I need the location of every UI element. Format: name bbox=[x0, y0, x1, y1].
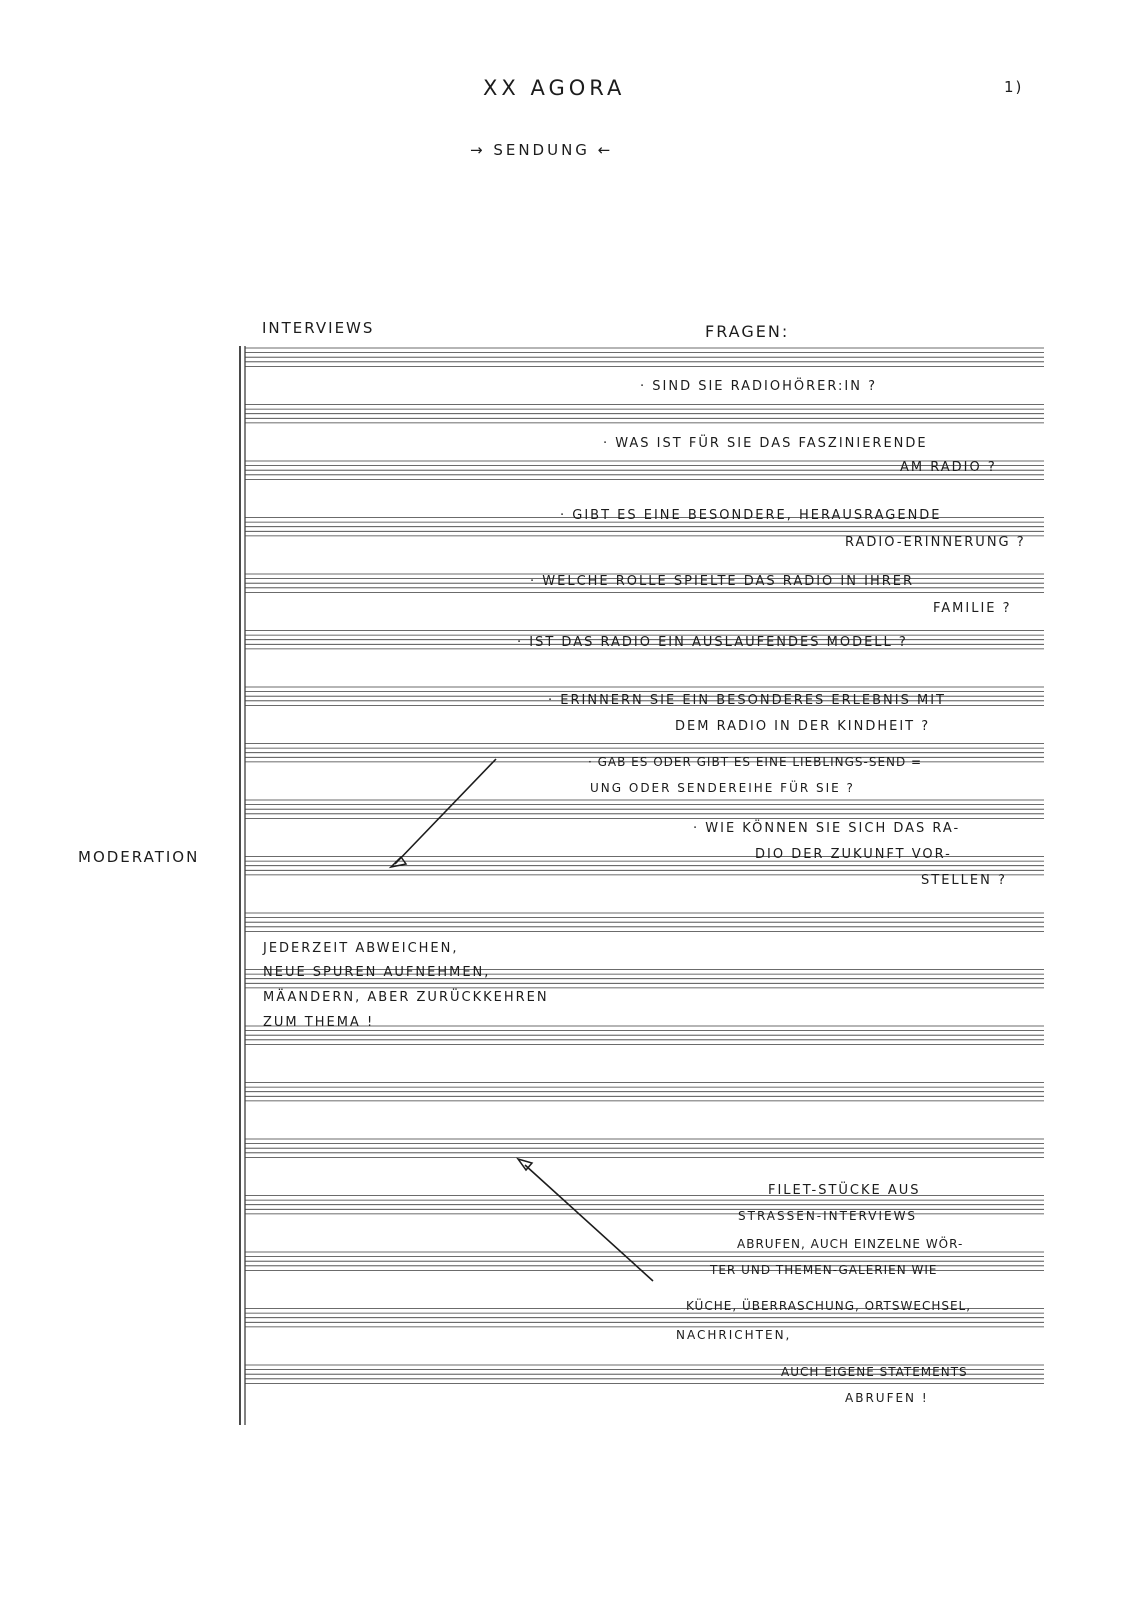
page-number: 1) bbox=[1004, 78, 1024, 96]
question-line: AM RADIO ? bbox=[900, 460, 997, 475]
question-line: · WELCHE ROLLE SPIELTE DAS RADIO IN IHRER bbox=[530, 574, 914, 589]
arrow-to-filet-line bbox=[525, 1165, 653, 1281]
filet-note: AUCH EIGENE STATEMENTS bbox=[781, 1365, 968, 1379]
question-line: · WIE KÖNNEN SIE SICH DAS RA- bbox=[693, 821, 961, 836]
question-line: STELLEN ? bbox=[921, 873, 1007, 888]
filet-note: ABRUFEN, AUCH EINZELNE WÖR- bbox=[737, 1237, 964, 1251]
document-title: XX AGORA bbox=[483, 76, 626, 100]
question-line: RADIO-ERINNERUNG ? bbox=[845, 535, 1026, 550]
question-line: · GAB ES ODER GIBT ES EINE LIEBLINGS-SEND = bbox=[588, 755, 923, 769]
question-line: DIO DER ZUKUNFT VOR- bbox=[755, 847, 952, 862]
interviews-label: INTERVIEWS bbox=[262, 319, 375, 337]
filet-note: KÜCHE, ÜBERRASCHUNG, ORTSWECHSEL, bbox=[686, 1299, 972, 1313]
question-line: · GIBT ES EINE BESONDERE, HERAUSRAGENDE bbox=[560, 508, 942, 523]
arrow-to-moderation-line bbox=[395, 759, 496, 864]
document-subtitle: → SENDUNG ← bbox=[470, 141, 614, 159]
question-line: UNG ODER SENDEREIHE FÜR SIE ? bbox=[590, 781, 855, 795]
moderation-note: MÄANDERN, ABER ZURÜCKKEHREN bbox=[263, 990, 549, 1005]
filet-note: ABRUFEN ! bbox=[845, 1391, 929, 1405]
question-line: · IST DAS RADIO EIN AUSLAUFENDES MODELL ? bbox=[517, 635, 908, 650]
filet-note: STRASSEN-INTERVIEWS bbox=[738, 1209, 918, 1223]
question-line: DEM RADIO IN DER KINDHEIT ? bbox=[675, 719, 931, 734]
moderation-note: JEDERZEIT ABWEICHEN, bbox=[263, 941, 459, 956]
arrow-to-filet-head bbox=[518, 1159, 532, 1170]
question-line: · WAS IST FÜR SIE DAS FASZINIERENDE bbox=[603, 436, 928, 451]
staff-lines bbox=[245, 348, 1044, 1383]
questions-label: FRAGEN: bbox=[705, 322, 790, 341]
filet-note: FILET-STÜCKE AUS bbox=[768, 1183, 921, 1198]
filet-note: TER UND THEMEN-GALERIEN WIE bbox=[710, 1263, 938, 1277]
moderation-label: MODERATION bbox=[78, 848, 200, 866]
question-line: · SIND SIE RADIOHÖRER:IN ? bbox=[640, 379, 877, 394]
question-line: FAMILIE ? bbox=[933, 601, 1012, 616]
question-line: · ERINNERN SIE EIN BESONDERES ERLEBNIS MIT bbox=[548, 693, 946, 708]
moderation-note: NEUE SPUREN AUFNEHMEN, bbox=[263, 965, 491, 980]
filet-note: NACHRICHTEN, bbox=[676, 1328, 792, 1342]
moderation-note: ZUM THEMA ! bbox=[263, 1015, 375, 1030]
